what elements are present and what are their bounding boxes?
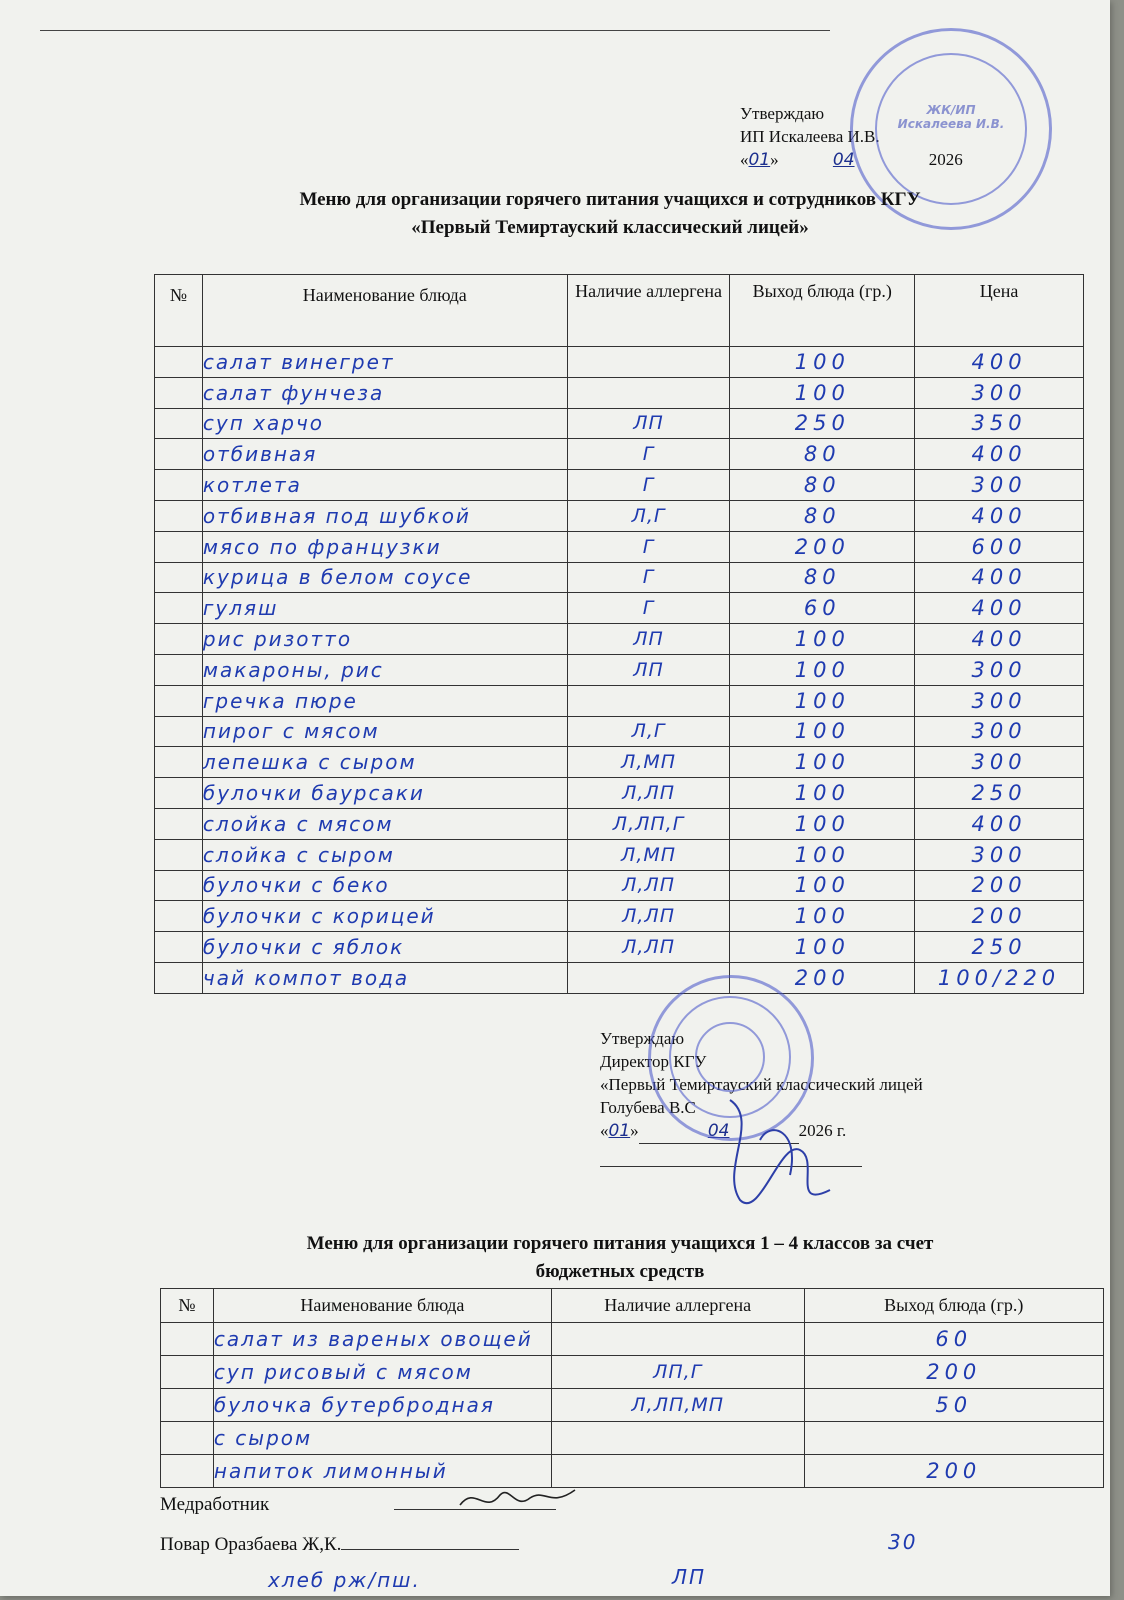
price: 300 bbox=[915, 685, 1084, 716]
approval-2-line1: Утверждаю bbox=[600, 1029, 685, 1048]
price: 400 bbox=[915, 593, 1084, 624]
dish-name: булочка бутербродная bbox=[213, 1389, 551, 1422]
approval-2-line4: Голубева В.С bbox=[600, 1098, 696, 1117]
allergen bbox=[567, 377, 730, 408]
col-number: № bbox=[155, 275, 203, 347]
price: 400 bbox=[915, 562, 1084, 593]
row-number bbox=[155, 470, 203, 501]
dish-name: чай компот вода bbox=[202, 962, 567, 993]
allergen bbox=[551, 1323, 804, 1356]
dish-name: салат из вареных овощей bbox=[213, 1323, 551, 1356]
weight: 100 bbox=[730, 654, 915, 685]
row-number bbox=[155, 408, 203, 439]
row-number bbox=[155, 439, 203, 470]
allergen bbox=[551, 1422, 804, 1455]
weight: 100 bbox=[730, 685, 915, 716]
row-number bbox=[161, 1356, 214, 1389]
table-row bbox=[155, 377, 1084, 408]
allergen: ЛП bbox=[567, 624, 730, 655]
dish-name: булочки баурсаки bbox=[202, 778, 567, 809]
allergen: Л,ЛП bbox=[567, 778, 730, 809]
dish-name: курица в белом соусе bbox=[202, 562, 567, 593]
allergen: Л,ЛП,МП bbox=[551, 1389, 804, 1422]
weight: 100 bbox=[730, 839, 915, 870]
allergen: Г bbox=[567, 531, 730, 562]
weight: 100 bbox=[730, 901, 915, 932]
table-row bbox=[155, 654, 1084, 685]
weight: 200 bbox=[804, 1356, 1103, 1389]
col2-allergen: Наличие аллергена bbox=[551, 1289, 804, 1323]
table-row bbox=[155, 808, 1084, 839]
col2-weight: Выход блюда (гр.) bbox=[804, 1289, 1103, 1323]
allergen: Л,ЛП bbox=[567, 870, 730, 901]
weight: 100 bbox=[730, 624, 915, 655]
row-number bbox=[155, 716, 203, 747]
table-row bbox=[161, 1422, 1104, 1455]
weight: 60 bbox=[804, 1323, 1103, 1356]
table-row bbox=[161, 1389, 1104, 1422]
row-number bbox=[161, 1323, 214, 1356]
allergen: Л,Г bbox=[567, 716, 730, 747]
approval-2-date: «01» 04 2026 г. bbox=[600, 1119, 923, 1144]
weight: 100 bbox=[730, 716, 915, 747]
table-row bbox=[155, 408, 1084, 439]
dish-name: суп рисовый с мясом bbox=[213, 1356, 551, 1389]
dish-name: булочки с яблок bbox=[202, 932, 567, 963]
dish-name: мясо по французки bbox=[202, 531, 567, 562]
menu-title-2-line2: бюджетных средств bbox=[535, 1261, 705, 1282]
top-rule bbox=[40, 30, 830, 31]
row-number bbox=[155, 500, 203, 531]
price: 250 bbox=[915, 778, 1084, 809]
bread-note: хлеб рж/пш. bbox=[268, 1568, 421, 1592]
price: 350 bbox=[915, 408, 1084, 439]
table-row bbox=[155, 901, 1084, 932]
table-row bbox=[155, 839, 1084, 870]
approval-2-line3: «Первый Темиртауский классический лицей bbox=[600, 1075, 923, 1094]
price: 300 bbox=[915, 470, 1084, 501]
table-row bbox=[161, 1356, 1104, 1389]
row-number bbox=[155, 962, 203, 993]
menu-title-1-line2: «Первый Темиртауский классический лицей» bbox=[411, 217, 809, 238]
table-row bbox=[161, 1323, 1104, 1356]
weight: 60 bbox=[730, 593, 915, 624]
row-number bbox=[155, 377, 203, 408]
weight: 80 bbox=[730, 439, 915, 470]
price: 200 bbox=[915, 870, 1084, 901]
price: 400 bbox=[915, 439, 1084, 470]
weight: 250 bbox=[730, 408, 915, 439]
price: 600 bbox=[915, 531, 1084, 562]
row-number bbox=[155, 932, 203, 963]
weight bbox=[804, 1422, 1103, 1455]
medic-signature bbox=[455, 1480, 585, 1520]
price: 400 bbox=[915, 808, 1084, 839]
price: 300 bbox=[915, 747, 1084, 778]
price: 300 bbox=[915, 839, 1084, 870]
table-row bbox=[155, 500, 1084, 531]
price: 300 bbox=[915, 377, 1084, 408]
allergen: Л,Г bbox=[567, 500, 730, 531]
weight: 100 bbox=[730, 808, 915, 839]
approval-1-date: «01» 04 2026 bbox=[740, 150, 963, 170]
row-number bbox=[155, 562, 203, 593]
table-row bbox=[155, 778, 1084, 809]
row-number bbox=[161, 1455, 214, 1488]
dish-name: котлета bbox=[202, 470, 567, 501]
col2-number: № bbox=[161, 1289, 214, 1323]
price: 250 bbox=[915, 932, 1084, 963]
price: 400 bbox=[915, 500, 1084, 531]
allergen: Г bbox=[567, 593, 730, 624]
approval-2-line2: Директор КГУ bbox=[600, 1052, 707, 1071]
row-number bbox=[155, 778, 203, 809]
dish-name: гуляш bbox=[202, 593, 567, 624]
dish-name: пирог с мясом bbox=[202, 716, 567, 747]
weight: 100 bbox=[730, 747, 915, 778]
weight: 200 bbox=[804, 1455, 1103, 1488]
dish-name: отбивная bbox=[202, 439, 567, 470]
approval-1-line1: Утверждаю bbox=[740, 104, 825, 123]
price: 200 bbox=[915, 901, 1084, 932]
table-row bbox=[155, 747, 1084, 778]
table-row bbox=[155, 439, 1084, 470]
table-row bbox=[161, 1455, 1104, 1488]
row-number bbox=[155, 747, 203, 778]
allergen: Г bbox=[567, 439, 730, 470]
allergen: ЛП bbox=[567, 654, 730, 685]
allergen: ЛП bbox=[567, 408, 730, 439]
cook-signature-row bbox=[160, 1534, 519, 1556]
approval-1-line2: ИП Искалеева И.В. bbox=[740, 127, 880, 146]
menu-title-1-line1: Меню для организации горячего питания учащихся и сотрудников КГУ bbox=[299, 189, 921, 210]
price: 100/220 bbox=[915, 962, 1084, 993]
menu-table-2 bbox=[160, 1288, 1104, 1488]
bread-weight: 30 bbox=[888, 1530, 918, 1554]
allergen bbox=[567, 347, 730, 378]
row-number bbox=[155, 901, 203, 932]
weight: 80 bbox=[730, 500, 915, 531]
table-row bbox=[155, 593, 1084, 624]
dish-name: рис ризотто bbox=[202, 624, 567, 655]
table-row bbox=[155, 531, 1084, 562]
allergen bbox=[551, 1455, 804, 1488]
weight: 100 bbox=[730, 377, 915, 408]
weight: 100 bbox=[730, 778, 915, 809]
director-signature bbox=[700, 1080, 840, 1230]
row-number bbox=[155, 593, 203, 624]
allergen: Л,МП bbox=[567, 747, 730, 778]
table-row bbox=[155, 624, 1084, 655]
allergen: Л,ЛП bbox=[567, 932, 730, 963]
medic-label: Медработник bbox=[160, 1494, 270, 1515]
dish-name: напиток лимонный bbox=[213, 1455, 551, 1488]
dish-name: салат винегрет bbox=[202, 347, 567, 378]
weight: 100 bbox=[730, 347, 915, 378]
row-number bbox=[155, 654, 203, 685]
table-row bbox=[155, 685, 1084, 716]
dish-name: слойка с мясом bbox=[202, 808, 567, 839]
dish-name: булочки с корицей bbox=[202, 901, 567, 932]
weight: 200 bbox=[730, 531, 915, 562]
weight: 200 bbox=[730, 962, 915, 993]
table-row bbox=[155, 870, 1084, 901]
row-number bbox=[155, 839, 203, 870]
menu-title-1 bbox=[170, 186, 1050, 242]
allergen: Г bbox=[567, 470, 730, 501]
row-number bbox=[155, 808, 203, 839]
weight: 80 bbox=[730, 562, 915, 593]
dish-name: булочки с беко bbox=[202, 870, 567, 901]
allergen bbox=[567, 685, 730, 716]
price: 400 bbox=[915, 347, 1084, 378]
price: 400 bbox=[915, 624, 1084, 655]
dish-name: гречка пюре bbox=[202, 685, 567, 716]
table-row bbox=[155, 932, 1084, 963]
menu-title-2 bbox=[160, 1230, 1080, 1286]
row-number bbox=[155, 685, 203, 716]
dish-name: отбивная под шубкой bbox=[202, 500, 567, 531]
dish-name: салат фунчеза bbox=[202, 377, 567, 408]
col2-dish-name: Наименование блюда bbox=[213, 1289, 551, 1323]
row-number bbox=[155, 870, 203, 901]
row-number bbox=[161, 1422, 214, 1455]
bread-allergen: ЛП bbox=[672, 1565, 707, 1589]
row-number bbox=[155, 347, 203, 378]
table-row bbox=[155, 562, 1084, 593]
dish-name: макароны, рис bbox=[202, 654, 567, 685]
row-number bbox=[161, 1389, 214, 1422]
col-weight: Выход блюда (гр.) bbox=[730, 275, 915, 347]
col-allergen: Наличие аллергена bbox=[567, 275, 730, 347]
col-price: Цена bbox=[915, 275, 1084, 347]
allergen: Л,ЛП,Г bbox=[567, 808, 730, 839]
price: 300 bbox=[915, 654, 1084, 685]
weight: 100 bbox=[730, 870, 915, 901]
dish-name: лепешка с сыром bbox=[202, 747, 567, 778]
cook-signature-line bbox=[341, 1549, 519, 1550]
table-row bbox=[155, 716, 1084, 747]
table-row bbox=[155, 347, 1084, 378]
row-number bbox=[155, 531, 203, 562]
allergen: Л,МП bbox=[567, 839, 730, 870]
weight: 100 bbox=[730, 932, 915, 963]
table-row bbox=[155, 470, 1084, 501]
price: 300 bbox=[915, 716, 1084, 747]
dish-name: слойка с сыром bbox=[202, 839, 567, 870]
dish-name: суп харчо bbox=[202, 408, 567, 439]
col-dish-name: Наименование блюда bbox=[202, 275, 567, 347]
cook-label: Повар Оразбаева Ж,К. bbox=[160, 1534, 342, 1555]
weight: 80 bbox=[730, 470, 915, 501]
allergen: ЛП,Г bbox=[551, 1356, 804, 1389]
table-row bbox=[155, 962, 1084, 993]
menu-table-1 bbox=[154, 274, 1084, 994]
weight: 50 bbox=[804, 1389, 1103, 1422]
allergen: Г bbox=[567, 562, 730, 593]
allergen: Л,ЛП bbox=[567, 901, 730, 932]
dish-name: с сыром bbox=[213, 1422, 551, 1455]
menu-title-2-line1: Меню для организации горячего питания учащихся 1 – 4 классов за счет bbox=[306, 1233, 934, 1254]
row-number bbox=[155, 624, 203, 655]
company-seal-1: ЖК/ИП Искалеева И.В. bbox=[850, 28, 1052, 230]
